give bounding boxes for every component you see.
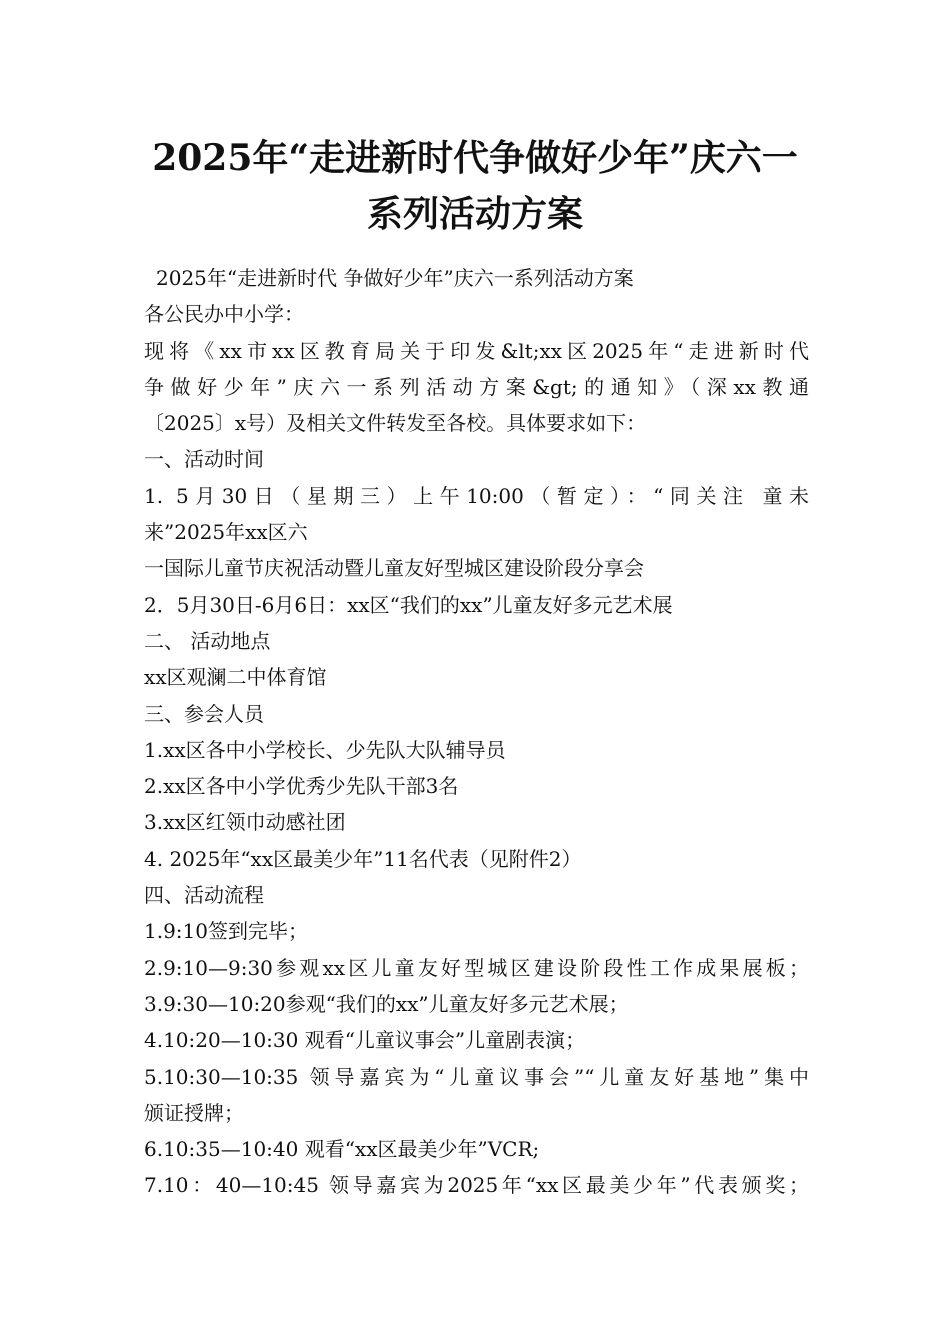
list-item: 1.xx区各中小学校长、少先队大队辅导员 [144, 737, 506, 762]
list-item-continuation: 一国际儿童节庆祝活动暨儿童友好型城区建设阶段分享会 [144, 556, 644, 581]
list-item: 4. 2025年“xx区最美少年”11名代表（见附件2） [144, 846, 582, 871]
list-item: 2．5月30日-6月6日：xx区“我们的xx”儿童友好多元艺术展 [144, 592, 673, 617]
list-item: 2.xx区各中小学优秀少先队干部3名 [144, 774, 459, 799]
section-heading: 二、 活动地点 [144, 628, 271, 653]
list-item-continuation: 来”2025年xx区六 [144, 520, 308, 545]
list-item: 3.9:30—10:20参观“我们的xx”儿童友好多元艺术展； [144, 991, 629, 1016]
document-title [100, 130, 850, 242]
subtitle-line: 2025年“走进新时代 争做好少年”庆六一系列活动方案 [156, 266, 634, 290]
list-item: 7.10：40—10:45 领导嘉宾为2025年“xx区最美少年”代表颁奖； [144, 1173, 809, 1198]
list-item: 5.10:30—10:35 领导嘉宾为“儿童议事会”“儿童友好基地”集中 [144, 1064, 809, 1089]
list-item: 1. 5月30日（星期三）上午10:00（暂定）：“同关注 童未 [144, 483, 809, 508]
title-line-1: 2025年“走进新时代争做好少年”庆六一 [152, 137, 798, 179]
paragraph-line: 〔2025〕x号）及相关文件转发至各校。具体要求如下： [144, 411, 647, 436]
list-item: 1.9:10签到完毕； [144, 919, 308, 944]
list-item: 6.10:35—10:40 观看“xx区最美少年”VCR; [144, 1137, 540, 1162]
document-body [144, 260, 809, 1204]
paragraph-line: 现将《xx市xx区教育局关于印发&lt;xx区2025年“走进新时代 [144, 338, 809, 363]
section-heading: 四、活动流程 [144, 883, 264, 908]
title-line-2: 系列活动方案 [366, 193, 583, 235]
list-item: 4.10:20—10:30 观看“儿童议事会”儿童剧表演； [144, 1028, 586, 1053]
paragraph-line: 争做好少年”庆六一系列活动方案&gt;的通知》（深xx教通 [144, 374, 809, 399]
list-item-continuation: 颁证授牌； [144, 1100, 244, 1125]
section-heading: 三、参会人员 [144, 701, 264, 726]
list-item: 2.9:10—9:30参观xx区儿童友好型城区建设阶段性工作成果展板； [144, 955, 809, 980]
section-heading: 一、活动时间 [144, 447, 264, 472]
salutation: 各公民办中小学： [144, 302, 304, 327]
paragraph-line: xx区观澜二中体育馆 [144, 665, 327, 690]
list-item: 3.xx区红领巾动感社团 [144, 810, 346, 835]
